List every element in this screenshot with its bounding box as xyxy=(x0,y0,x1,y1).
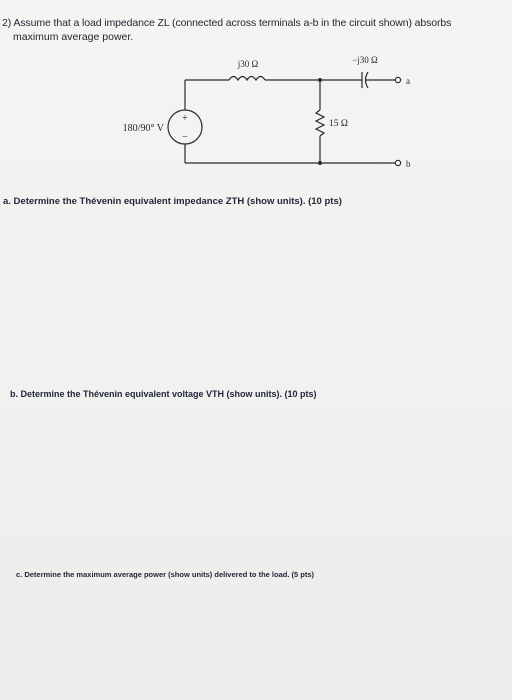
source-minus-sign: − xyxy=(182,132,188,143)
inductor-label: j30 Ω xyxy=(237,59,259,69)
junction-bottom xyxy=(318,161,322,165)
source-plus-sign: + xyxy=(182,113,188,124)
inductor xyxy=(229,77,265,81)
question-part-c: c. Determine the maximum average power (show units) delivered to the load. (5 pts) xyxy=(16,570,314,579)
resistor-label: 15 Ω xyxy=(329,119,348,129)
capacitor-label: −j30 Ω xyxy=(352,55,378,65)
problem-statement-line-2: maximum average power. xyxy=(13,31,134,43)
problem-statement-line-1: 2) Assume that a load impedance ZL (connected across terminals a-b in the circuit shown) absorbs xyxy=(2,17,452,29)
junction-top xyxy=(318,78,322,82)
terminal-a-node xyxy=(395,77,400,82)
question-part-a: a. Determine the Thévenin equivalent impedance ZTH (show units). (10 pts) xyxy=(3,196,342,207)
terminal-b-label: b xyxy=(406,159,411,169)
source-voltage-label: 180/90° V xyxy=(122,123,164,134)
question-part-b: b. Determine the Thévenin equivalent voltage VTH (show units). (10 pts) xyxy=(10,389,317,399)
terminal-b-node xyxy=(395,160,400,165)
terminal-a-label: a xyxy=(406,76,410,86)
resistor xyxy=(316,110,324,136)
